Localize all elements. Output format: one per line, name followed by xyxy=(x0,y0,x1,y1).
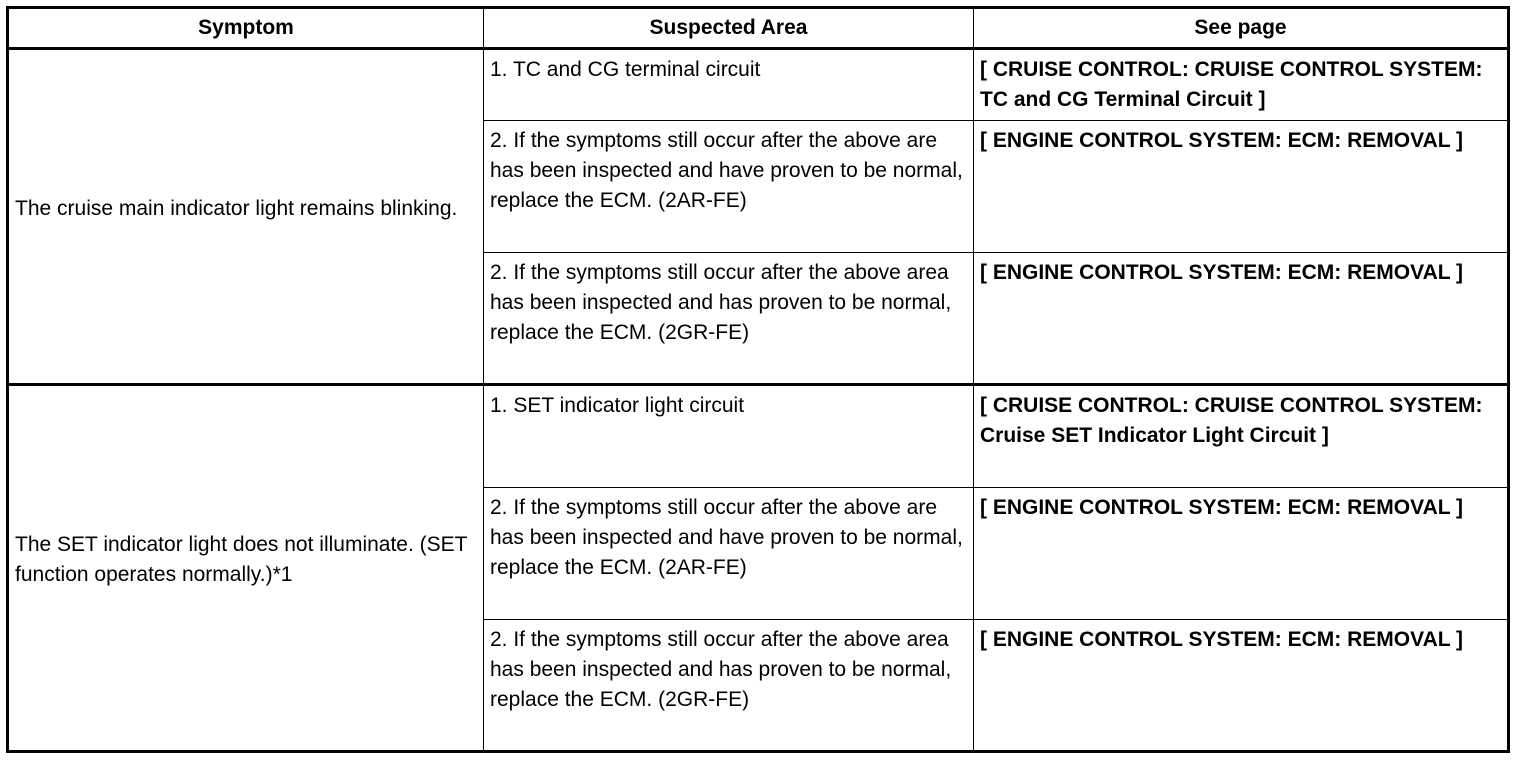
see-page-link[interactable]: [ CRUISE CONTROL: CRUISE CONTROL SYSTEM: Cruise SET Indicator Light Circuit ] xyxy=(974,385,1509,488)
symptom-cell: The cruise main indicator light remains blinking. xyxy=(8,49,484,385)
suspected-area-cell: 2. If the symptoms still occur after the above area has been inspected and has proven to be normal, replace the ECM. (2GR-FE) xyxy=(484,253,974,385)
header-see-page: See page xyxy=(974,8,1509,49)
see-page-link[interactable]: [ ENGINE CONTROL SYSTEM: ECM: REMOVAL ] xyxy=(974,121,1509,253)
table-row xyxy=(8,385,1509,488)
symptom-table xyxy=(6,6,1510,753)
suspected-area-cell: 2. If the symptoms still occur after the above are has been inspected and have proven to be normal, replace the ECM. (2AR-FE) xyxy=(484,488,974,620)
see-page-link[interactable]: [ ENGINE CONTROL SYSTEM: ECM: REMOVAL ] xyxy=(974,253,1509,385)
see-page-link[interactable]: [ ENGINE CONTROL SYSTEM: ECM: REMOVAL ] xyxy=(974,488,1509,620)
table-row xyxy=(8,49,1509,121)
table-body xyxy=(8,49,1509,752)
symptom-cell: The SET indicator light does not illuminate. (SET function operates normally.)*1 xyxy=(8,385,484,752)
suspected-area-cell: 2. If the symptoms still occur after the above area has been inspected and has proven to be normal, replace the ECM. (2GR-FE) xyxy=(484,620,974,752)
see-page-link[interactable]: [ ENGINE CONTROL SYSTEM: ECM: REMOVAL ] xyxy=(974,620,1509,752)
header-suspected-area: Suspected Area xyxy=(484,8,974,49)
suspected-area-cell: 2. If the symptoms still occur after the above are has been inspected and have proven to be normal, replace the ECM. (2AR-FE) xyxy=(484,121,974,253)
header-row xyxy=(8,8,1509,49)
table-header xyxy=(8,8,1509,49)
see-page-link[interactable]: [ CRUISE CONTROL: CRUISE CONTROL SYSTEM: TC and CG Terminal Circuit ] xyxy=(974,49,1509,121)
suspected-area-cell: 1. TC and CG terminal circuit xyxy=(484,49,974,121)
suspected-area-cell: 1. SET indicator light circuit xyxy=(484,385,974,488)
header-symptom: Symptom xyxy=(8,8,484,49)
